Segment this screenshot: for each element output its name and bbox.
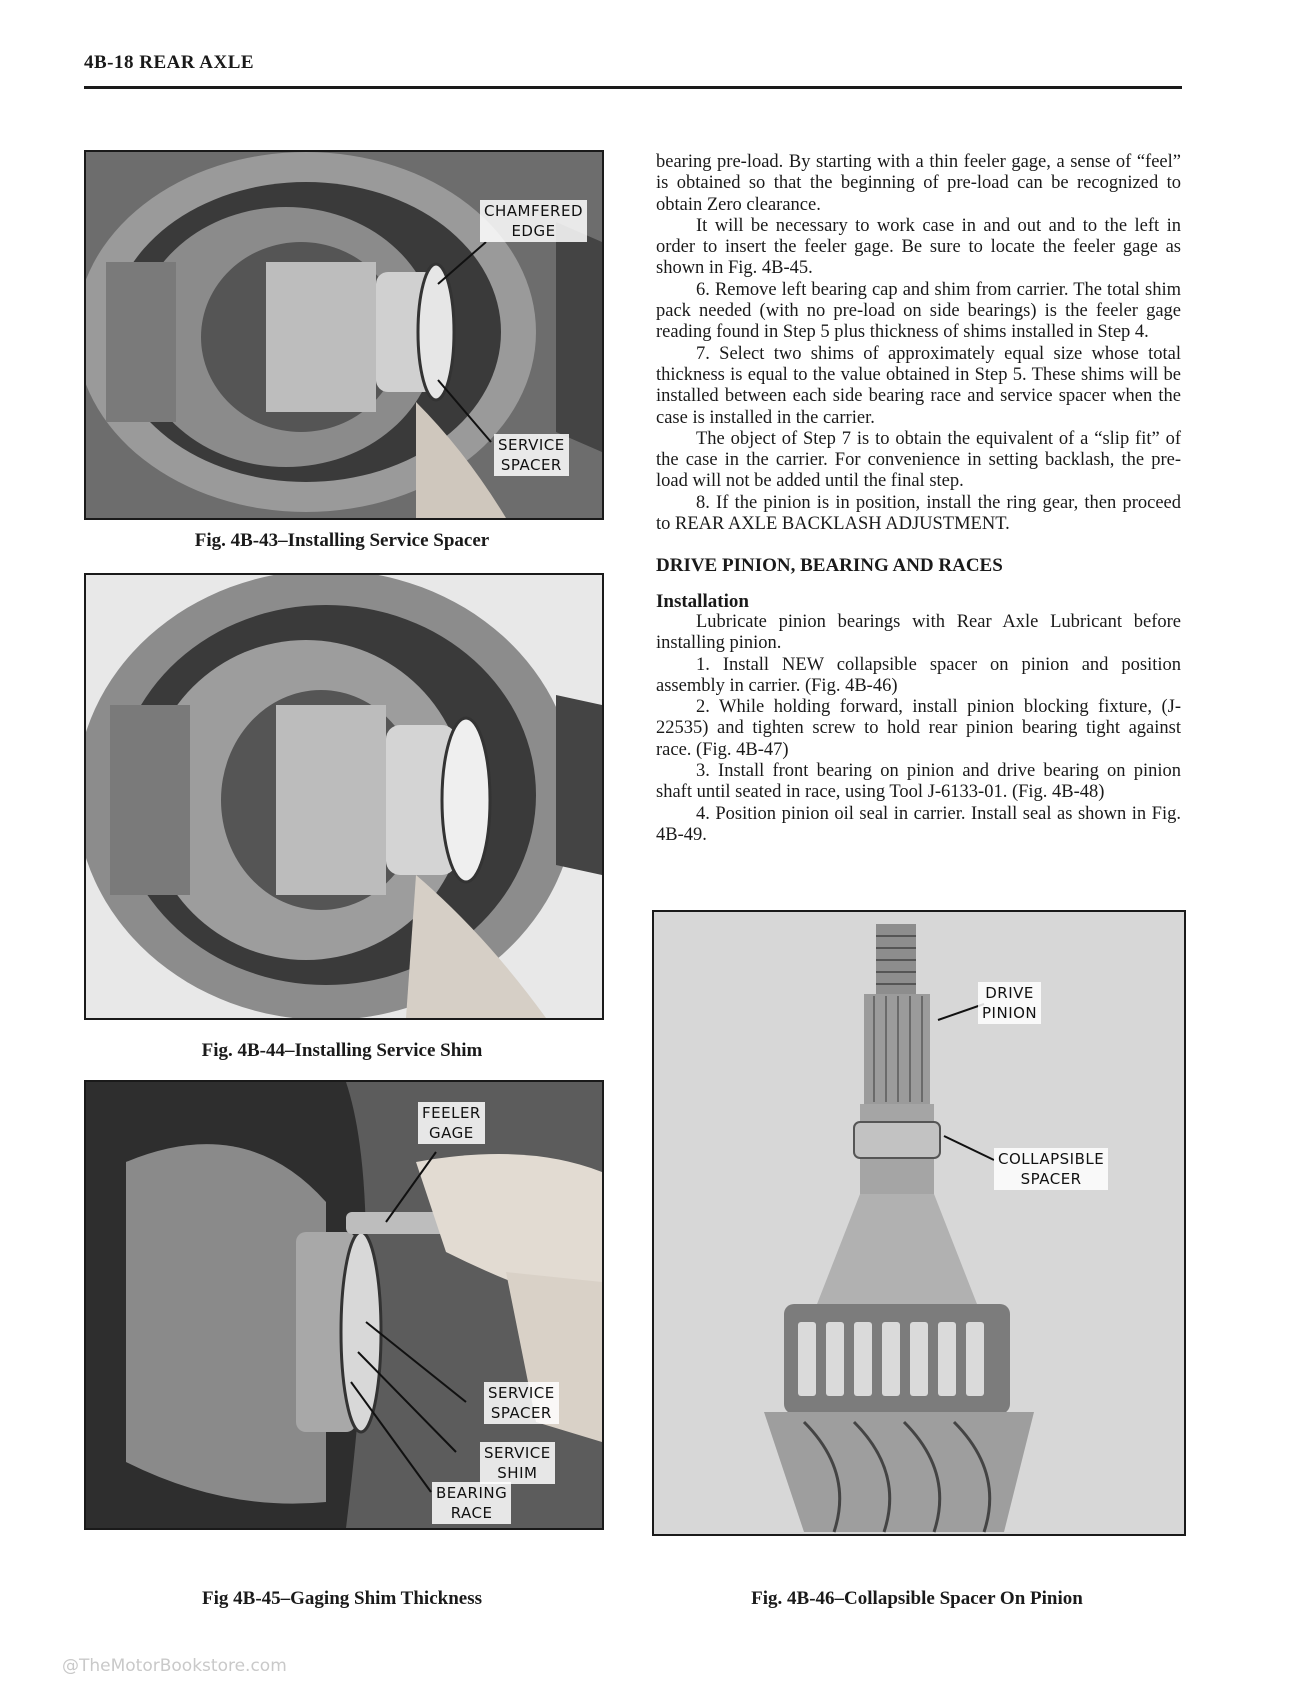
label-collapsible-spacer: COLLAPSIBLE SPACER bbox=[994, 1148, 1108, 1190]
drive-pinion-illustration bbox=[654, 912, 1184, 1534]
figure-4b-43-photo bbox=[84, 150, 604, 520]
figure-4b-46-photo bbox=[652, 910, 1186, 1536]
differential-shim-illustration bbox=[86, 575, 602, 1018]
step-8: 8. If the pinion is in position, install the ring gear, then proceed to REAR AXLE BACKLASH ADJUSTMENT. bbox=[656, 492, 1181, 535]
paragraph-lubricate: Lubricate pinion bearings with Rear Axle Lubricant before installing pinion. bbox=[656, 611, 1181, 654]
label-drive-pinion: DRIVE PINION bbox=[978, 982, 1041, 1024]
installation-step-4: 4. Position pinion oil seal in carrier. Install seal as shown in Fig. 4B-49. bbox=[656, 803, 1181, 845]
installation-step-3: 3. Install front bearing on pinion and drive bearing on pinion shaft until seated in race, using Tool J-6133-01. (Fig. 4B-48) bbox=[656, 761, 1181, 803]
figure-4b-45-caption: Fig 4B-45–Gaging Shim Thickness bbox=[202, 1588, 482, 1609]
installation-step-2: 2. While holding forward, install pinion blocking fixture, (J-22535) and tighten screw to hold rear pinion bearing tight against race. (Fig. 4B-47) bbox=[656, 697, 1181, 760]
paragraph-work-case: It will be necessary to work case in and out and to the left in order to insert the feeler gage. Be sure to locate the feeler gage as shown in Fig. 4B-45. bbox=[656, 215, 1181, 279]
figure-4b-44-photo bbox=[84, 573, 604, 1020]
label-service-spacer: SERVICE SPACER bbox=[494, 434, 569, 476]
header-rule bbox=[84, 86, 1182, 89]
page-header: 4B-18 REAR AXLE bbox=[84, 52, 255, 73]
body-text-column bbox=[656, 152, 1181, 846]
subsection-title: Installation bbox=[656, 590, 749, 612]
figure-4b-46-caption: Fig. 4B-46–Collapsible Spacer On Pinion bbox=[751, 1588, 1083, 1609]
section-title: DRIVE PINION, BEARING AND RACES bbox=[656, 555, 1003, 577]
figure-4b-43-caption: Fig. 4B-43–Installing Service Spacer bbox=[194, 530, 490, 551]
label-chamfered-edge: CHAMFERED EDGE bbox=[480, 200, 587, 242]
step-7: 7. Select two shims of approximately equal size whose total thickness is equal to the value obtained in Step 5. These shims will be installed between each side bearing race and service spacer when the case is installed in the carrier. bbox=[656, 343, 1181, 428]
label-feeler-gage: FEELER GAGE bbox=[418, 1102, 485, 1144]
installation-step-1: 1. Install NEW collapsible spacer on pinion and position assembly in carrier. (Fig. 4B-46) bbox=[656, 654, 1181, 696]
label-bearing-race: BEARING RACE bbox=[432, 1482, 511, 1524]
figure-4b-45-photo bbox=[84, 1080, 604, 1530]
label-service-shim: SERVICE SHIM bbox=[480, 1442, 555, 1484]
figure-4b-44-caption: Fig. 4B-44–Installing Service Shim bbox=[201, 1040, 483, 1061]
label-service-spacer: SERVICE SPACER bbox=[484, 1382, 559, 1424]
step-6: 6. Remove left bearing cap and shim from carrier. The total shim pack needed (with no pre-load on side bearings) is the feeler gage reading found in Step 5 plus thickness of shims installed in Step 4. bbox=[656, 279, 1181, 343]
paragraph-step7-object: The object of Step 7 is to obtain the equivalent of a “slip fit” of the case in the carrier. For convenience in setting backlash, the pre-load will not be added until the final step. bbox=[656, 428, 1181, 492]
paragraph-preload: bearing pre-load. By starting with a thin feeler gage, a sense of “feel” is obtained so that the beginning of pre-load can be recognized to obtain Zero clearance. bbox=[656, 152, 1181, 215]
watermark: @TheMotorBookstore.com bbox=[62, 1656, 287, 1676]
